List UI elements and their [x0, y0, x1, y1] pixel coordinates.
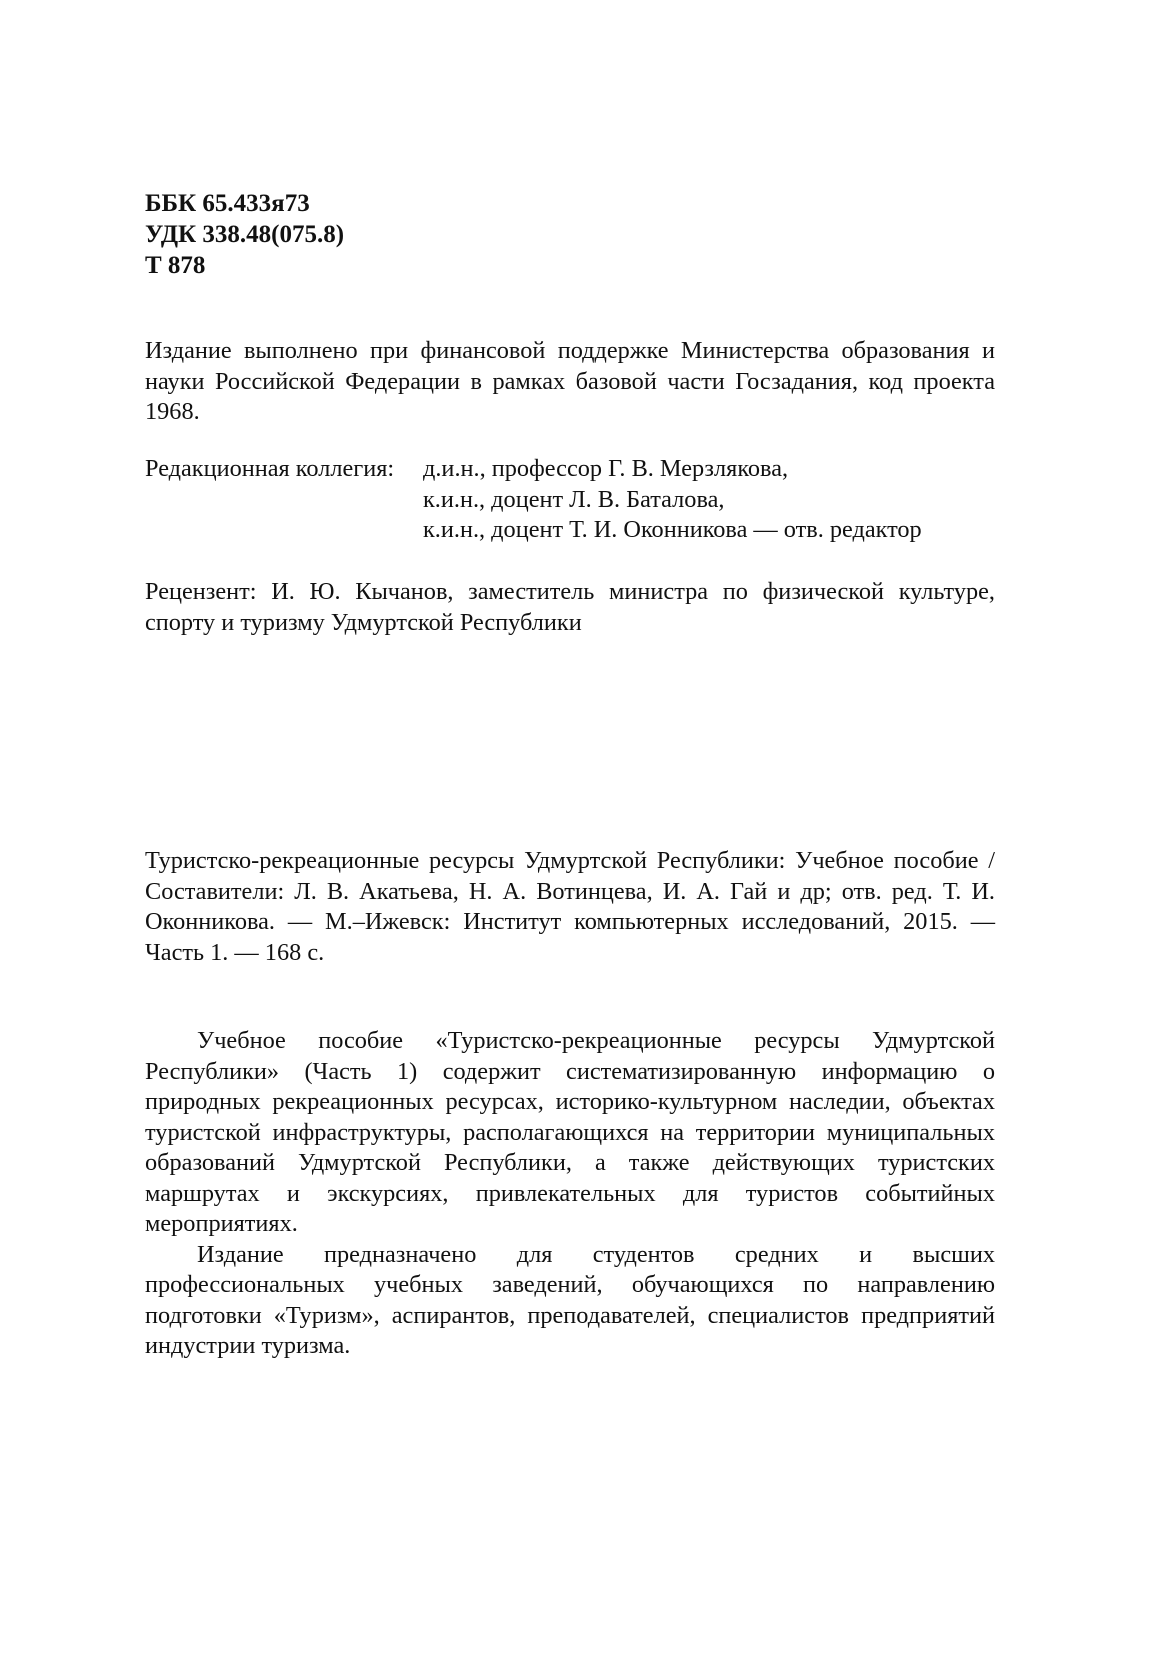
udk-code: УДК 338.48(075.8) [145, 221, 345, 248]
editorial-board-label: Редакционная коллегия: [145, 455, 395, 482]
editorial-member: к.и.н., доцент Т. И. Оконникова — отв. редактор [423, 516, 922, 543]
editorial-member: к.и.н., доцент Л. В. Баталова, [423, 485, 725, 513]
editorial-row [145, 515, 995, 546]
editorial-row [145, 485, 995, 516]
bibliographic-citation: Туристско-рекреационные ресурсы Удмуртской Республики: Учебное пособие / Составители: Л. В. Акатьева, Н. А. Вотинцева, И. А. Гай и др; отв. ред. Т. И. Оконникова. — М.–Ижевск: Институт компьютерных исследований, 2015. — Часть 1. — 168 с. [145, 847, 995, 966]
classification-codes [145, 188, 344, 281]
reviewer-note: Рецензент: И. Ю. Кычанов, заместитель министра по физической культуре, спорту и туризму Удмуртской Республики [145, 578, 995, 636]
author-mark: Т 878 [145, 252, 206, 279]
funding-note: Издание выполнено при финансовой поддержке Министерства образования и науки Российской Федерации в рамках базовой части Госзадания, код проекта 1968. [145, 337, 995, 425]
annotation [145, 1026, 995, 1362]
editorial-board [145, 454, 995, 546]
annotation-paragraph: Учебное пособие «Туристско-рекреационные ресурсы Удмуртской Республики» (Часть 1) содержит систематизированную информацию о природных рекреационных ресурсах, историко-культурном наследии, объектах туристской инфраструктуры, располагающихся на территории муниципальных образований Удмуртской Республики, а также действующих туристских маршрутах и экскурсиях, привлекательных для туристов событийных мероприятиях. [145, 1027, 995, 1237]
annotation-paragraph: Издание предназначено для студентов средних и высших профессиональных учебных заведений, обучающихся по направлению подготовки «Туризм», аспирантов, преподавателей, специалистов предприятий индустрии туризма. [145, 1240, 995, 1359]
bbk-code: ББК 65.433я73 [145, 190, 310, 217]
editorial-row [145, 454, 995, 485]
editorial-member: д.и.н., профессор Г. В. Мерзлякова, [423, 455, 789, 482]
